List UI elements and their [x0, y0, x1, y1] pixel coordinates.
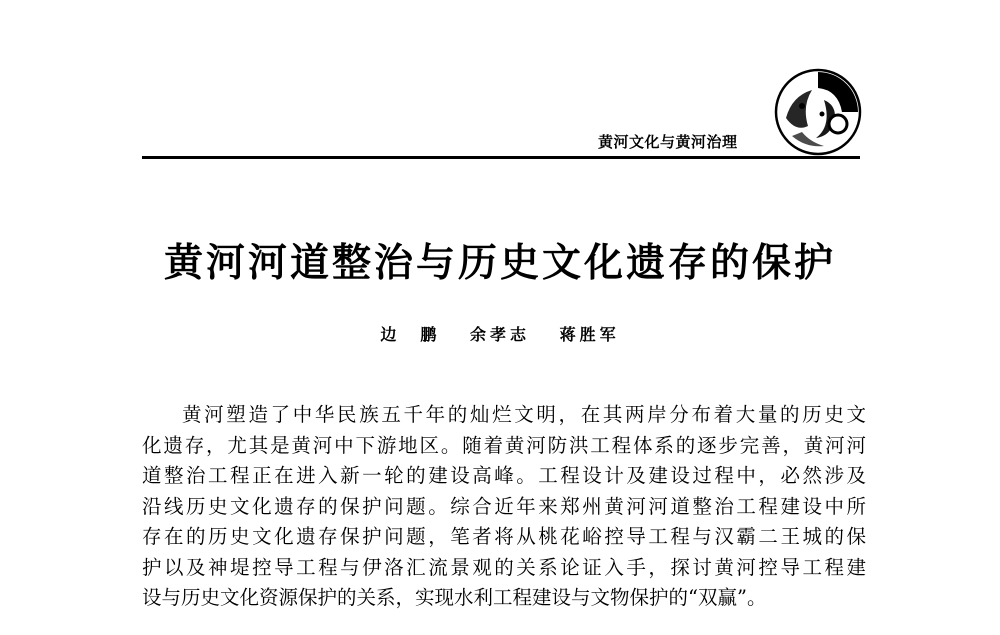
abstract-line: 黄河塑造了中华民族五千年的灿烂文明，在其两岸分布着大量的历史文	[182, 403, 866, 426]
author-name: 边 鹏	[380, 325, 441, 344]
abstract-line: 护以及神堤控导工程与伊洛汇流景观的关系论证入手，探讨黄河控导工程建	[142, 555, 866, 579]
abstract-line: 沿线历史文化遗存的保护问题。综合近年来郑州黄河河道整治工程建设中所	[142, 494, 866, 518]
abstract-line: 存在的历史文化遗存保护问题，笔者将从桃花峪控导工程与汉霸二王城的保	[142, 525, 866, 548]
author-name: 蒋胜军	[559, 325, 620, 344]
header-rule	[142, 156, 860, 159]
abstract-line: 化遗存，尤其是黄河中下游地区。随着黄河防洪工程体系的逐步完善，黄河河	[142, 433, 866, 457]
authors	[0, 322, 1000, 345]
article-title: 黄河河道整治与历史文化遗存的保护	[163, 240, 836, 286]
circular-emblem-icon	[772, 66, 864, 158]
abstract-line: 设与历史文化资源保护的关系，实现水利工程建设与文物保护的“双赢”。	[142, 586, 767, 609]
abstract	[142, 400, 866, 614]
section-label: 黄河文化与黄河治理	[598, 133, 738, 151]
abstract-line: 道整治工程正在进入新一轮的建设高峰。工程设计及建设过程中，必然涉及	[142, 464, 866, 487]
author-name: 余孝志	[469, 325, 530, 344]
